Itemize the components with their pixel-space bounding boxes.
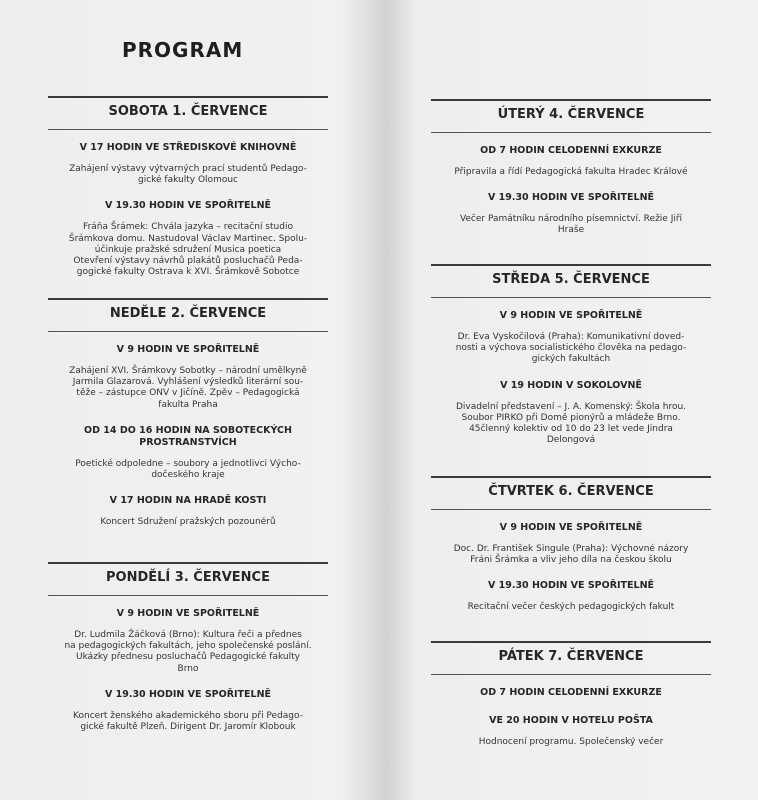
right-column [431, 0, 711, 800]
divider [48, 129, 328, 130]
divider [431, 641, 711, 643]
page-title: PROGRAM [122, 38, 244, 62]
event-time-place: V 19.30 HODIN VE SPOŘITELNĚ [487, 192, 655, 204]
description-line: Delongová [546, 435, 596, 446]
day-header [48, 298, 328, 332]
event-description [52, 459, 324, 481]
divider [48, 96, 328, 98]
event-time-place: VE 20 HODIN V HOTELU POŠTA [489, 715, 653, 726]
event-time-place: V 9 HODIN VE SPOŘITELNĚ [116, 608, 260, 619]
divider [48, 298, 328, 300]
description-line: Hraše [557, 225, 585, 236]
description-line: gických fakultách [531, 354, 611, 365]
divider [48, 331, 328, 332]
divider [48, 595, 328, 596]
description-line: Recitační večer českých pedagogických fakult [467, 602, 675, 613]
description-line: Hodnocení programu. Společenský večer [478, 737, 664, 747]
description-line: Brno [177, 663, 199, 674]
description-line: Zahájení výstavy výtvarných prací studentů Pedago- [69, 164, 307, 174]
event-description [435, 602, 707, 613]
day-title: PONDĚLÍ 3. ČERVENCE [106, 570, 270, 585]
event-description [435, 214, 707, 236]
day-title: SOBOTA 1. ČERVENCE [108, 104, 268, 119]
description-line: Soubor PIRKO při Domě pionýrů a mládeže Brno. [461, 412, 681, 423]
day-title: NEDĚLE 2. ČERVENCE [109, 306, 267, 321]
description-line: Doc. Dr. František Singule (Praha): Výchovné názory [453, 544, 689, 554]
event-description [52, 630, 324, 675]
event-description [52, 517, 324, 528]
day-header [48, 96, 328, 130]
day-section-streda [431, 264, 711, 446]
day-title: PÁTEK 7. ČERVENCE [498, 649, 644, 664]
description-line: nosti a výchova socialistického člověka na pedago- [455, 343, 687, 354]
divider [48, 562, 328, 564]
description-line: Dr. Ludmila Žáčková (Brno): Kultura řeči a přednes [74, 630, 302, 640]
description-line: Fráni Šrámka a vliv jeho díla na českou školu [470, 555, 672, 566]
event-description [435, 332, 707, 366]
description-line: Šrámkova domu. Nastudoval Václav Martinec. Spolu- [68, 233, 308, 244]
description-line: Zahájení XVI. Šrámkovy Sobotky – národní umělkyně [69, 366, 307, 376]
description-line: 45členný kolektiv od 10 do 23 let vede Jindra [469, 424, 673, 435]
description-line: Jarmila Glazarová. Vyhlášení výsledků literární sou- [72, 377, 304, 388]
description-line: těže – zástupce ONV v Jičíně. Zpěv – Pedagogická [76, 388, 300, 399]
description-line: Otevření výstavy návrhů plakátů posluchačů Peda- [73, 256, 303, 267]
day-header [431, 264, 711, 298]
day-section-nedele [48, 298, 328, 528]
event-description [435, 737, 707, 748]
event-description [435, 167, 707, 178]
event-time-place: V 19 HODIN V SOKOLOVNĚ [500, 379, 642, 391]
day-title: STŘEDA 5. ČERVENCE [492, 272, 650, 287]
description-line: gogické fakulty Ostrava k XVI. Šrámkově Sobotce [76, 267, 300, 278]
day-section-sobota [48, 96, 328, 278]
description-line: Večer Památníku národního písemnictví. Režie Jiří [459, 214, 683, 225]
divider [431, 132, 711, 133]
description-line: Dr. Eva Vyskočilová (Praha): Komunikativní doved- [457, 332, 685, 342]
event-time-place: V 9 HODIN VE SPOŘITELNĚ [116, 344, 260, 355]
day-header [431, 99, 711, 133]
left-column [48, 0, 328, 800]
day-header [431, 641, 711, 675]
description-line: Připravila a řídí Pedagogická fakulta Hradec Králové [454, 167, 688, 177]
event-description [52, 222, 324, 278]
day-section-utery [431, 99, 711, 237]
day-title: ÚTERÝ 4. ČERVENCE [497, 107, 645, 122]
description-line: gické fakulty Olomouc [137, 175, 238, 186]
event-time-place: V 19.30 HODIN VE SPOŘITELNĚ [104, 200, 272, 212]
description-line: dočeského kraje [151, 470, 225, 481]
description-line: gické fakultě Plzeň. Dirigent Dr. Jaromír Klobouk [80, 722, 296, 733]
divider [431, 509, 711, 510]
event-time-place: OD 14 DO 16 HODIN NA SOBOTECKÝCH PROSTRANSTVÍCH [84, 424, 292, 448]
event-time-place: V 19.30 HODIN VE SPOŘITELNĚ [487, 580, 655, 592]
event-time-place: OD 7 HODIN CELODENNÍ EXKURZE [480, 687, 662, 698]
day-header [431, 476, 711, 510]
day-section-patek [431, 641, 711, 748]
event-description [52, 366, 324, 411]
event-time-place: V 17 HODIN NA HRADĚ KOSTI [109, 495, 267, 507]
divider [431, 674, 711, 675]
day-section-ctvrtek [431, 476, 711, 614]
description-line: účinkuje pražské sdružení Musica poetica [94, 244, 282, 255]
day-section-pondeli [48, 562, 328, 733]
divider [431, 476, 711, 478]
event-time-place: OD 7 HODIN CELODENNÍ EXKURZE [480, 145, 662, 156]
event-time-place: V 17 HODIN VE STŘEDISKOVÉ KNIHOVNĚ [79, 142, 297, 153]
description-line: Poetické odpoledne – soubory a jednotlivci Výcho- [75, 458, 301, 469]
description-line: na pedagogických fakultách, jeho společenské poslání. [64, 641, 312, 652]
divider [431, 99, 711, 101]
description-line: Koncert ženského akademického sboru při Pedago- [73, 710, 303, 721]
event-time-place: V 9 HODIN VE SPOŘITELNĚ [499, 310, 643, 321]
description-line: Koncert Sdružení pražských pozounérů [100, 517, 276, 528]
description-line: Ukázky přednesu posluchačů Pedagogické fakulty [76, 652, 300, 663]
event-description [435, 402, 707, 447]
description-line: Divadelní představení – J. A. Komenský: Škola hrou. [455, 401, 687, 412]
event-time-place: V 19.30 HODIN VE SPOŘITELNĚ [104, 688, 272, 700]
event-description [52, 164, 324, 186]
event-description [435, 544, 707, 566]
event-description [52, 711, 324, 733]
description-line: Fráňa Šrámek: Chvála jazyka – recitační studio [83, 222, 293, 233]
day-title: ČTVRTEK 6. ČERVENCE [488, 484, 654, 499]
description-line: fakulta Praha [158, 399, 218, 410]
divider [431, 297, 711, 298]
day-header [48, 562, 328, 596]
divider [431, 264, 711, 266]
event-time-place: V 9 HODIN VE SPOŘITELNĚ [499, 522, 643, 533]
